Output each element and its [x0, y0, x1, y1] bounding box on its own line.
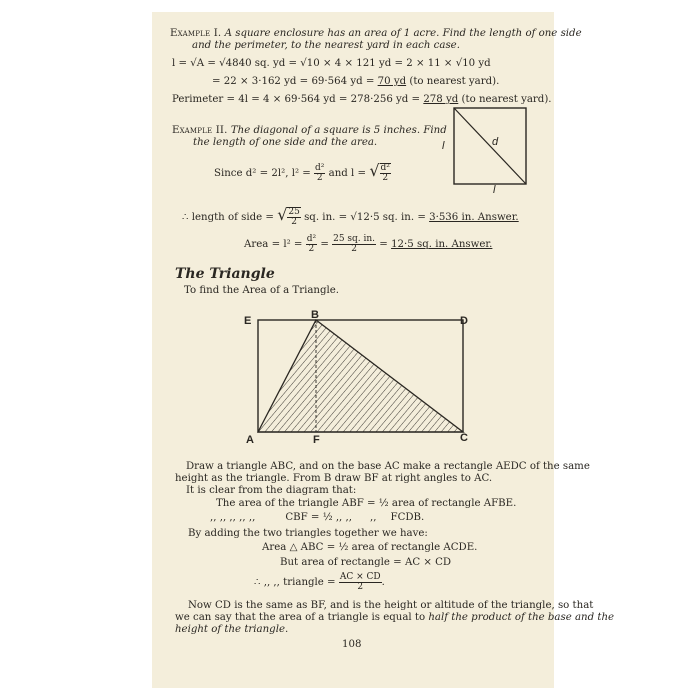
example-1-problem-b: and the perimeter, to the nearest yard in each case. [192, 40, 460, 51]
sqrt-sign: √ [369, 161, 380, 180]
paragraph-3-italic: half the product of the base and the [428, 612, 615, 623]
label-a: A [246, 434, 254, 446]
square-label-diagonal: d [492, 136, 499, 148]
paragraph-3-text: we can say that the area of a triangle is equal to [175, 612, 429, 623]
triangle-diagram [238, 308, 478, 448]
example-2-length-line [182, 202, 519, 228]
paragraph-1-line-b: height as the triangle. From B draw BF at right angles to AC. [175, 473, 493, 484]
formula-num: AC × CD [339, 571, 381, 582]
since-and: and l = [325, 168, 370, 179]
square-label-side: l [442, 140, 445, 152]
triangle-formula-fraction [339, 573, 382, 592]
area-frac-num: d² [306, 233, 317, 244]
example-1-equation-1: l = √A = √4840 sq. yd = √10 × 4 × 121 yd = 2 × 11 × √10 yd [172, 58, 491, 69]
square-label-bottom: l [493, 184, 496, 196]
square-diagonal [454, 108, 526, 184]
area-fraction-2 [332, 235, 376, 254]
since-text: Since d² = 2l², l² = [214, 168, 315, 179]
label-d: D [460, 315, 468, 327]
since-frac-den: 2 [316, 172, 323, 183]
example-2-problem-b: the length of one side and the area. [193, 137, 378, 148]
area-abc-line: Area △ ABC = ½ area of rectangle ACDE. [262, 542, 478, 553]
example-1-line-1 [170, 28, 582, 40]
area-cbf-text: CBF = ½ ,, ,, [285, 512, 353, 523]
eq2-answer: 70 yd [377, 76, 407, 87]
area-frac2-den: 2 [351, 243, 357, 254]
since-fraction [314, 164, 325, 183]
length-answer: 3·536 in. Answer. [429, 212, 519, 223]
ditto-marks: ,, ,, ,, ,, ,, [210, 512, 256, 523]
since-frac-num: d² [315, 162, 325, 173]
area-frac2-num: 25 sq. in. [333, 233, 376, 244]
page-number: 108 [342, 639, 362, 650]
area-answer: 12·5 sq. in. Answer. [391, 239, 493, 250]
eq3-text: Perimeter = 4l = 4 × 69·564 yd = 278·256 yd = [172, 94, 424, 105]
example-1-equation-2 [212, 76, 499, 88]
example-2-area-line [244, 232, 492, 258]
example-2-line-1 [172, 125, 447, 137]
section-subheading: To find the Area of a Triangle. [184, 285, 340, 296]
label-c: C [460, 432, 468, 444]
label-e: E [244, 315, 252, 327]
sqrt-sign: √ [277, 205, 288, 224]
eq2-tail: (to nearest yard). [406, 76, 500, 87]
since-frac2-num: d² [380, 163, 390, 173]
triangle-formula-text: ∴ ,, ,, triangle = [254, 577, 339, 588]
section-heading: The Triangle [175, 266, 275, 282]
ditto-mark: ,, [370, 512, 377, 523]
length-frac-den: 2 [291, 217, 297, 227]
formula-period: . [381, 577, 385, 588]
paragraph-2: By adding the two triangles together we have: [188, 528, 428, 539]
area-frac-den: 2 [308, 243, 315, 254]
square-diagram [440, 105, 530, 197]
example-1-label: Example I. [170, 28, 222, 39]
formula-den: 2 [357, 581, 364, 592]
length-mid: sq. in. = √12·5 sq. in. = [300, 212, 430, 223]
paragraph-3-line-c: height of the triangle. [175, 624, 289, 635]
area-abf-line: The area of the triangle ABF = ½ area of rectangle AFBE. [216, 498, 517, 509]
label-f: F [313, 434, 320, 446]
eq2-text: = 22 × 3·162 yd = 69·564 yd = [212, 76, 378, 87]
since-frac2-den: 2 [382, 173, 389, 183]
area-cbf-rect: FCDB. [390, 512, 425, 523]
since-fraction-2 [380, 163, 391, 183]
paragraph-3-line-a: Now CD is the same as BF, and is the height or altitude of the triangle, so that [188, 600, 594, 611]
area-eq: = [317, 239, 333, 250]
paragraph-3-line-b [175, 612, 614, 624]
triangle-area-formula [254, 571, 385, 595]
example-2-since-line [214, 158, 391, 184]
length-fraction [287, 207, 300, 227]
length-frac-num: 25 [288, 207, 300, 217]
eq3-tail: (to nearest yard). [458, 94, 552, 105]
example-2-problem-a: The diagonal of a square is 5 inches. Find [230, 125, 447, 136]
area-cbf-line [210, 512, 424, 524]
area-fraction [306, 235, 317, 254]
eq3-answer: 278 yd [423, 94, 459, 105]
triangle-abc [258, 320, 463, 432]
length-text: ∴ length of side = [182, 212, 278, 223]
label-b: B [311, 309, 319, 321]
example-2-label: Example II. [172, 125, 228, 136]
rectangle-area-line: But area of rectangle = AC × CD [280, 557, 452, 568]
example-1-problem-a: A square enclosure has an area of 1 acre. Find the length of one side [224, 28, 582, 39]
area-text: Area = l² = [244, 239, 306, 250]
area-eq2: = [376, 239, 392, 250]
paragraph-1-line-a: Draw a triangle ABC, and on the base AC make a rectangle AEDC of the same [186, 461, 590, 472]
paragraph-1-line-c: It is clear from the diagram that: [186, 485, 357, 496]
